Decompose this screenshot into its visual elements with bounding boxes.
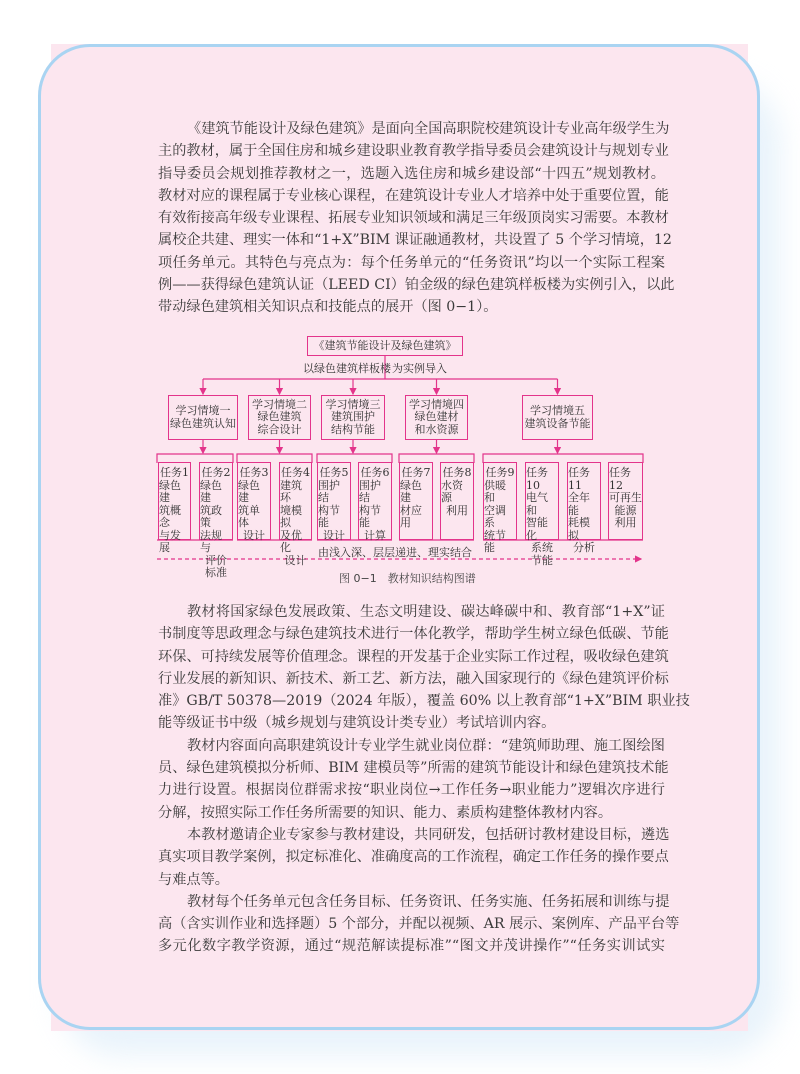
paragraph-line: 书制度等思政理念与绿色建筑技术进行一体化教学，帮助学生树立绿色低碳、节能 [158, 626, 669, 643]
paragraph-line: 教材内容面向高职建筑设计专业学生就业岗位群：“建筑师助理、施工图绘图 [187, 737, 665, 754]
task-box-line: 任务4 [281, 466, 310, 479]
task-box-line: 及优化 [280, 528, 302, 554]
task-box-line: 围护结 [359, 478, 381, 504]
task-box-line: 围护结 [318, 478, 340, 504]
situation-box-line: 绿色建筑 [257, 410, 302, 424]
task-box-line: 筑概念 [159, 503, 181, 529]
task-box-line: 任务3 [239, 466, 269, 479]
task-box-line: 与发展 [159, 528, 181, 554]
paragraph-line: 属校企共建、理实一体和“1+X”BIM 课证融通教材，共设置了 5 个学习情境，12 [158, 232, 672, 249]
task-box-line: 空调系 [484, 503, 506, 529]
task-box-line: 境模拟 [280, 503, 302, 529]
task-box [399, 462, 433, 540]
task-box-line: 节能 [531, 553, 553, 567]
situation-box-line: 综合设计 [257, 422, 302, 436]
task-box-line: 全年能 [568, 491, 590, 517]
task-box [483, 462, 517, 554]
task-box-line: 绿色建 [238, 478, 260, 504]
intro-label-right: 为实例导入 [392, 362, 447, 375]
situation-box-line: 建筑设备节能 [524, 416, 591, 430]
task-box-line: 电气和 [526, 491, 548, 517]
progression-label: 由浅入深、层层递进、理实结合 [318, 546, 472, 559]
task-box-line: 任务8 [442, 466, 472, 479]
task-box [158, 462, 191, 554]
task-box [237, 462, 271, 540]
figure-caption: 图 0−1 教材知识结构图谱 [339, 572, 476, 585]
paragraph-line: 教材对应的课程属于专业核心课程，在建筑设计专业人才培养中处于重要位置，能 [158, 187, 669, 204]
task-box [317, 462, 351, 540]
paragraph-line: 多元化数字教学资源，通过“规范解读提标准”“图文并茂讲操作”“任务实训试实 [158, 938, 665, 955]
task-box-line: 建筑环 [280, 478, 302, 504]
situation-box-line: 绿色建材 [414, 410, 459, 424]
task-box-line: 任务11 [568, 466, 590, 492]
task-box-line: 分析 [573, 541, 595, 554]
paragraph-line: 指导委员会规划推荐教材之一，选题入选住房和城乡建设部“十四五”规划教材。 [158, 165, 665, 182]
situation-box-line: 结构节能 [331, 422, 375, 436]
task-box-line: 构节能 [359, 503, 381, 529]
task-box-line: 法规与 [200, 528, 222, 554]
situation-box [522, 395, 593, 440]
situation-box-line: 和水资源 [414, 422, 459, 436]
situation-box-line: 学习情境四 [409, 397, 464, 411]
root-title: 《建筑节能设计及绿色建筑》 [313, 338, 457, 352]
task-box-line: 智能化 [526, 516, 548, 542]
situation-box [248, 395, 311, 440]
task-box-line: 统节能 [484, 528, 506, 554]
paragraph-line: 例——获得绿色建筑认证（LEED CI）铂金级的绿色建筑样板楼为实例引入，以此 [158, 277, 675, 294]
task-box-line: 能源 [614, 503, 637, 517]
task-box-line: 任务2 [201, 466, 231, 479]
task-box [440, 462, 474, 540]
task-box [199, 462, 233, 579]
root-box [307, 336, 463, 356]
task-box [608, 462, 643, 540]
task-box-line: 任务9 [485, 466, 515, 479]
task-box-line: 任务6 [360, 466, 390, 479]
task-box-line: 任务5 [319, 466, 349, 479]
task-box-line: 绿色建 [159, 478, 181, 504]
situation-box [168, 395, 238, 440]
task-box-line: 任务10 [526, 466, 548, 492]
task-box [358, 462, 392, 540]
task-box [279, 462, 312, 567]
paragraph-line: 员、绿色建筑模拟分析师、BIM 建模员等”所需的建筑节能设计和绿色建筑技术能 [158, 760, 669, 777]
task-box-line: 利用 [614, 516, 637, 529]
task-box-line: 绿色建 [400, 478, 422, 504]
task-box-line: 水资源 [441, 478, 463, 504]
task-box-line: 标准 [205, 566, 227, 579]
task-box-line: 筑政策 [200, 503, 222, 529]
task-box-line: 耗模拟 [568, 516, 590, 542]
task-box-line: 筑单体 [238, 503, 260, 529]
task-box-line: 任务12 [609, 466, 631, 492]
paragraph-line: 有效衔接高年级专业课程、拓展专业知识领域和满足三年级顶岗实习需要。本教材 [158, 210, 669, 227]
task-box-line: 构节能 [318, 503, 340, 529]
task-box-line: 材应用 [400, 503, 422, 529]
situation-box-line: 学习情境五 [530, 404, 585, 417]
task-box-line: 系统 [531, 541, 553, 554]
task-box-line: 供暖和 [484, 478, 506, 504]
paragraph-line: 本教材邀请企业专家参与教材建设，共同研发，包括研讨教材建设目标，遴选 [187, 826, 670, 843]
task-box-line: 设计 [243, 528, 265, 542]
situation-box-line: 学习情境三 [325, 397, 381, 411]
situation-box-line: 建筑围护 [331, 410, 375, 424]
paragraph-line: 高（含实训作业和选择题）5 个部分，并配以视频、AR 展示、案例库、产品平台等 [158, 916, 680, 933]
situation-box-line: 学习情境一 [175, 404, 231, 417]
task-box-line: 绿色建 [200, 478, 222, 504]
paragraph-line: 分解，按照实际工作任务所需要的知识、能力、素质构建整体教材内容。 [158, 804, 613, 821]
task-box-line: 评价 [205, 553, 227, 567]
situation-box-line: 学习情境二 [252, 397, 307, 411]
paragraph-line: 力进行设置。根据岗位群需求按“职业岗位→工作任务→职业能力”逻辑次序进行 [158, 782, 665, 799]
paragraph-line: 《建筑节能设计及绿色建筑》是面向全国高职院校建筑设计专业高年级学生为 [187, 121, 670, 137]
paragraph-line: 教材每个任务单元包含任务目标、任务资讯、任务实施、任务拓展和训练与提 [187, 893, 670, 910]
task-box-line: 设计 [323, 528, 345, 542]
task-box-line: 设计 [284, 553, 307, 567]
situation-box [321, 395, 385, 440]
paragraph-line: 能等级证书中级（城乡规划与建筑设计类专业）考试培训内容。 [158, 715, 556, 732]
task-box-line: 任务7 [401, 466, 431, 479]
task-box [525, 462, 559, 567]
intro-label-left: 以绿色建筑样板楼 [303, 362, 391, 375]
paragraph-line: 带动绿色建筑相关知识点和技能点的展开（图 0−1）。 [158, 299, 498, 316]
task-box-line: 可再生 [609, 491, 642, 504]
paragraph-line: 行业发展的新知识、新技术、新工艺、新方法，融入国家现行的《绿色建筑评价标 [158, 670, 669, 687]
paragraph-line: 教材将国家绿色发展政策、生态文明建设、碳达峰碳中和、教育部“1+X”证 [187, 604, 665, 620]
body-text [158, 601, 690, 958]
paragraph-line: 真实项目教学案例，拟定标准化、准确度高的工作流程，确定工作任务的操作要点 [158, 849, 669, 866]
paragraph-line: 准》GB/T 50378—2019（2024 年版），覆盖 60% 以上教育部“1+X”BIM 职业技 [158, 693, 690, 710]
task-box-line: 任务1 [160, 466, 189, 479]
situation-box [405, 395, 468, 440]
paragraph-line: 项任务单元。其特色与亮点为：每个任务单元的“任务资讯”均以一个实际工程案 [158, 254, 665, 271]
paragraph-line: 环保、可持续发展等价值理念。课程的开发基于企业实际工作过程，吸收绿色建筑 [158, 648, 669, 665]
paragraph-line: 主的教材，属于全国住房和城乡建设职业教育教学指导委员会建筑设计与规划专业 [158, 143, 669, 160]
paragraph-line: 与难点等。 [158, 871, 229, 888]
task-box-line: 利用 [446, 503, 468, 517]
situation-box-line: 绿色建筑认知 [170, 416, 236, 430]
task-box-line: 计算 [364, 528, 386, 542]
task-box [567, 462, 601, 554]
